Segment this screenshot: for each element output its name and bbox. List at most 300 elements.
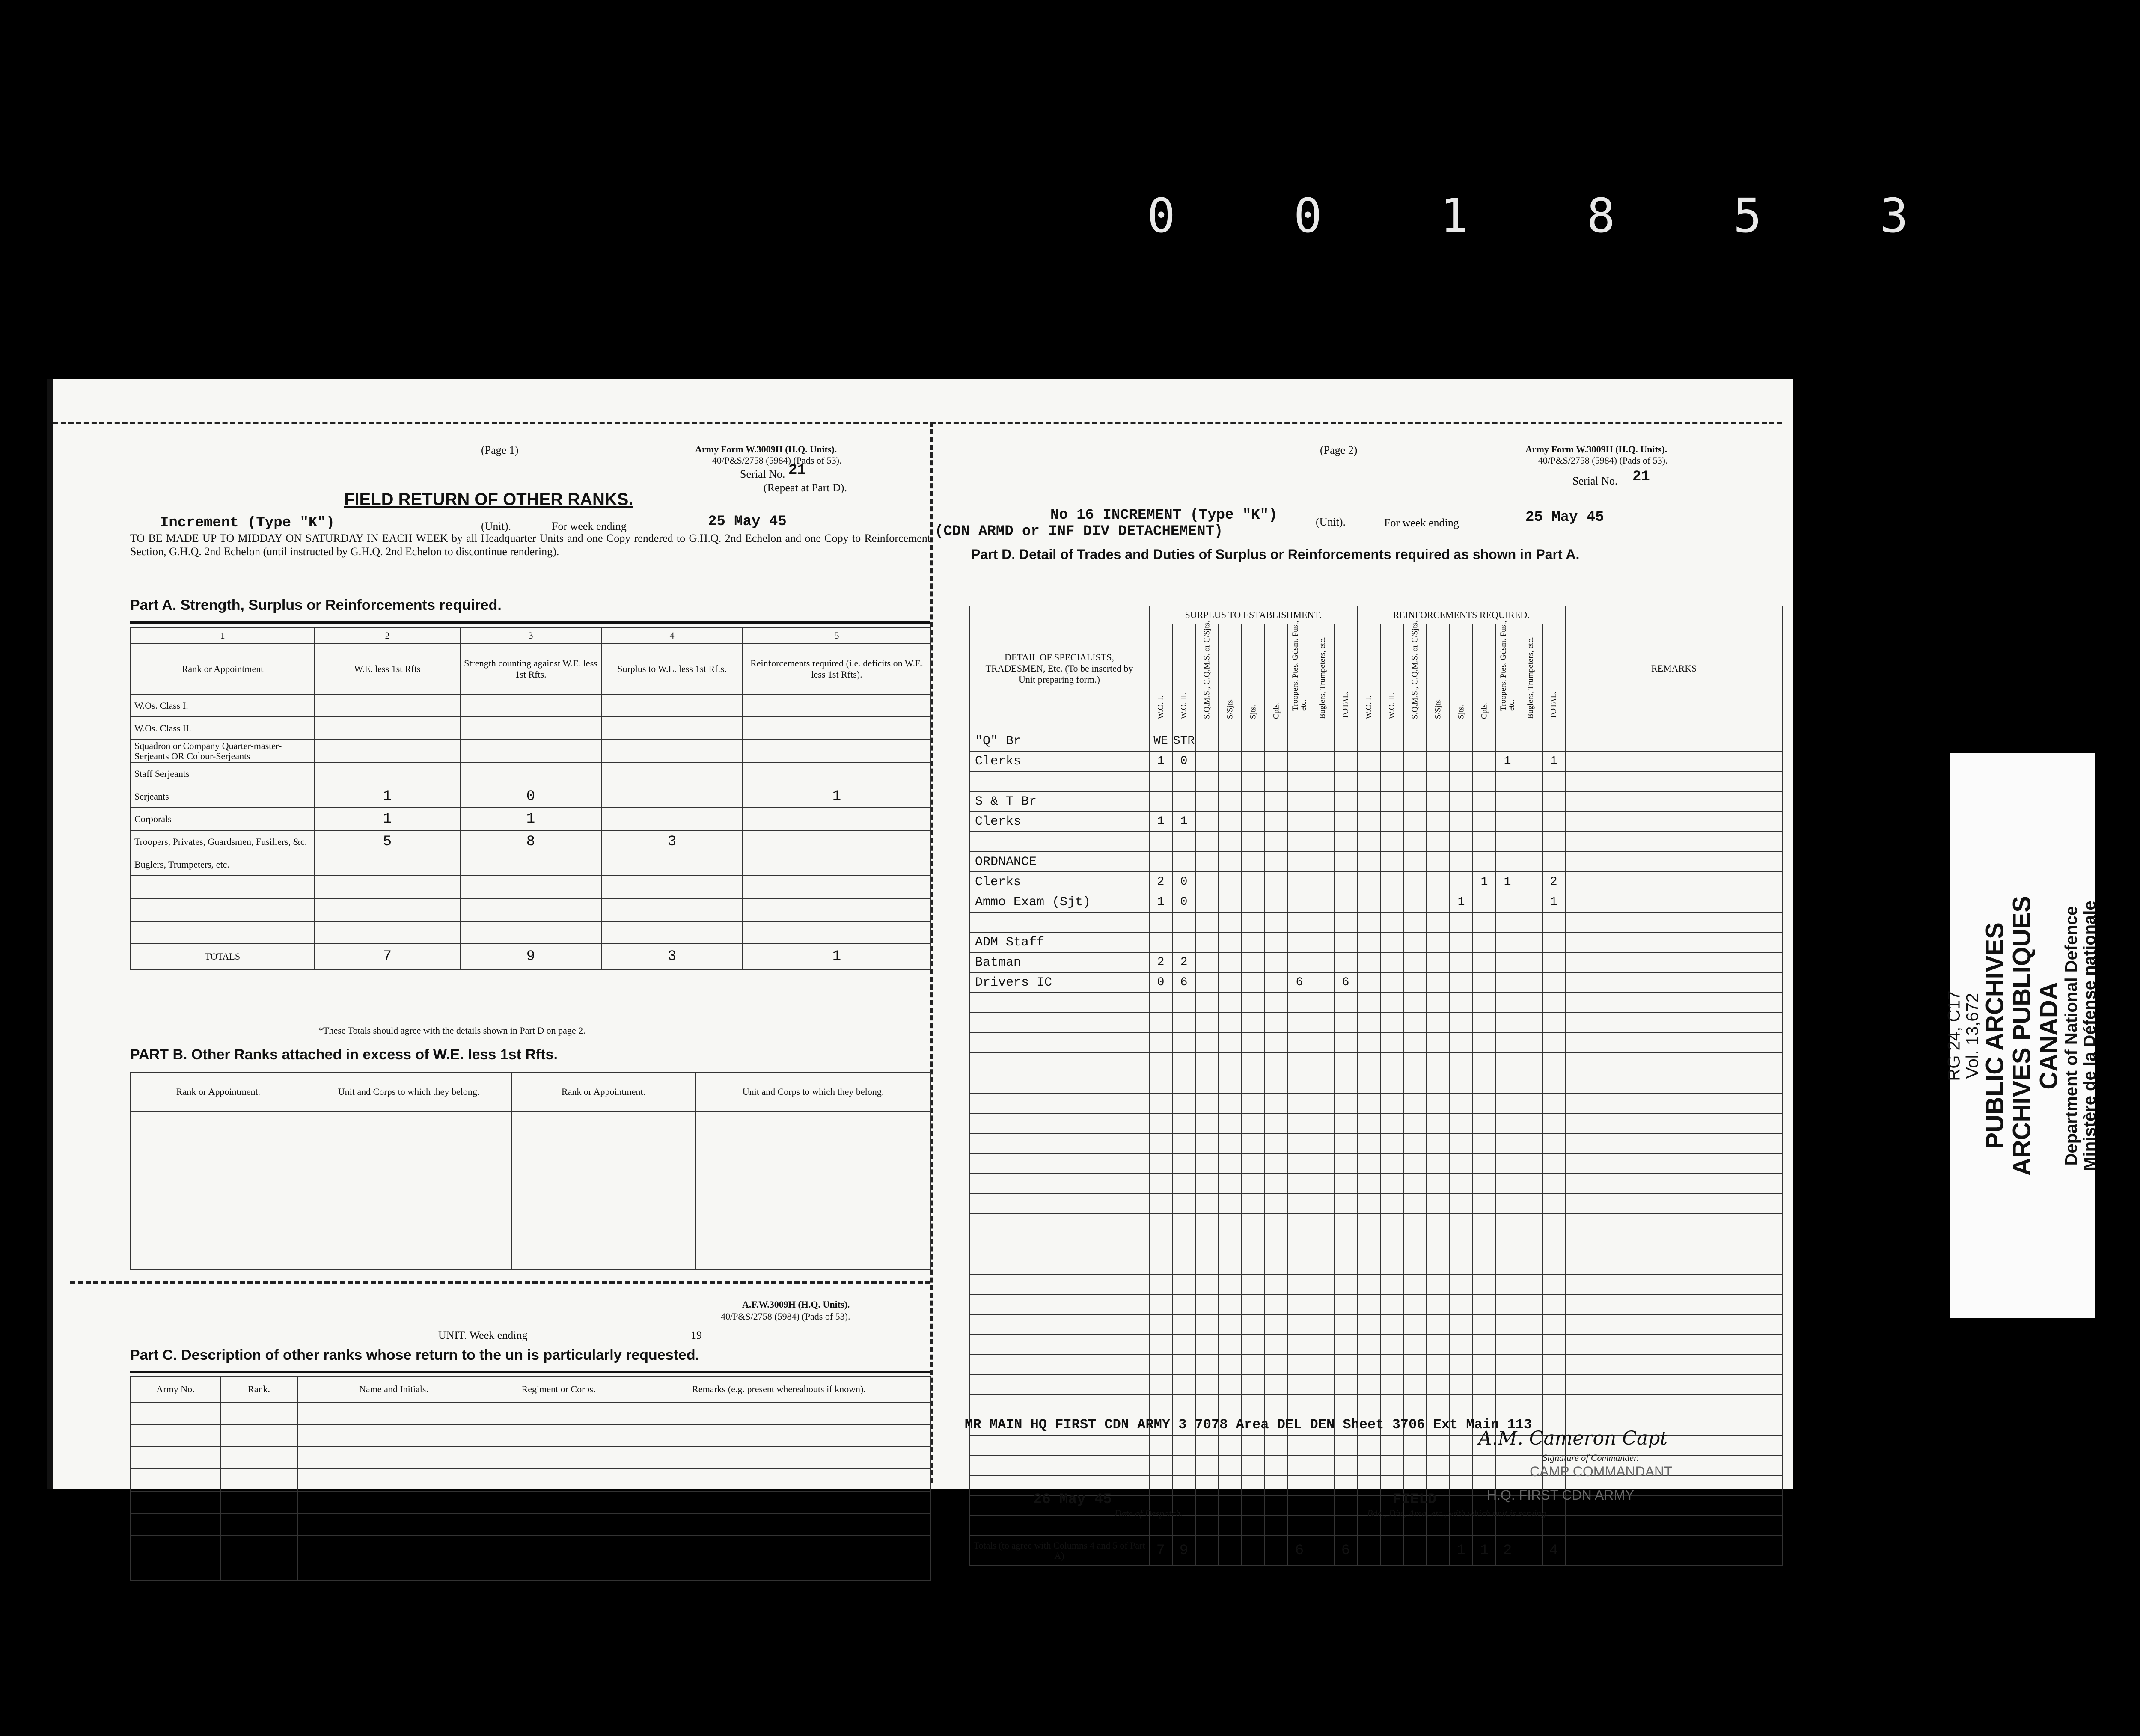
part-d-value-cell	[1357, 1153, 1380, 1174]
part-d-rank-label: Sjts.	[1456, 705, 1466, 719]
part-d-row	[969, 1033, 1783, 1053]
part-d-value-cell	[1450, 731, 1473, 751]
part-d-value-cell	[1380, 1073, 1403, 1093]
part-d-value-cell	[1149, 1254, 1172, 1274]
part-d-value-cell	[1219, 1335, 1242, 1355]
part-d-value-cell	[1288, 892, 1311, 912]
part-d-value-cell	[1219, 952, 1242, 972]
part-c-table	[130, 1376, 931, 1581]
part-d-remarks-cell	[1565, 1113, 1783, 1133]
part-d-value-cell	[1311, 1274, 1334, 1294]
part-d-value-cell	[1334, 932, 1357, 952]
part-d-value-cell	[1380, 1033, 1403, 1053]
archive-label-text	[1945, 758, 2100, 1314]
part-d-row	[969, 1274, 1783, 1294]
part-a-value-cell	[601, 762, 743, 785]
part-d-value-cell	[1519, 791, 1542, 812]
part-d-remarks-cell	[1565, 993, 1783, 1013]
part-d-remarks-cell	[1565, 731, 1783, 751]
part-d-detail-cell	[969, 1113, 1149, 1133]
part-a-value-cell	[743, 830, 931, 853]
part-d-value-cell	[1195, 1355, 1219, 1375]
part-d-value-cell: 1	[1149, 812, 1172, 832]
part-d-value-cell	[1265, 731, 1288, 751]
part-a-value-cell	[315, 740, 460, 762]
part-d-value-cell	[1380, 972, 1403, 993]
part-d-value-cell	[1149, 1375, 1172, 1395]
part-c-header: Remarks (e.g. present whereabouts if known).	[627, 1376, 931, 1402]
part-d-value-cell	[1311, 1194, 1334, 1214]
part-d-row	[969, 1153, 1783, 1174]
part-d-value-cell: 0	[1172, 751, 1195, 771]
part-d-value-cell	[1334, 872, 1357, 892]
part-d-row	[969, 771, 1783, 791]
part-d-rank-header	[1450, 624, 1473, 731]
part-d-value-cell: 2	[1542, 872, 1565, 892]
part-d-value-cell	[1195, 1073, 1219, 1093]
part-d-value-cell	[1288, 1435, 1311, 1455]
part-d-total-value: 1	[1473, 1536, 1496, 1566]
part-d-value-cell	[1450, 1395, 1473, 1415]
part-a-row	[131, 808, 931, 830]
part-d-value-cell	[1195, 1194, 1219, 1214]
part-d-remarks-cell	[1565, 932, 1783, 952]
part-d-value-cell	[1380, 952, 1403, 972]
part-a-value-cell	[743, 694, 931, 717]
part-d-value-cell	[1496, 1455, 1519, 1475]
part-a-value-cell: 1	[743, 785, 931, 808]
part-d-value-cell	[1311, 993, 1334, 1013]
part-d-value-cell	[1519, 812, 1542, 832]
part-d-value-cell	[1334, 1375, 1357, 1395]
part-a-row	[131, 717, 931, 740]
part-c-cell	[627, 1513, 931, 1536]
part-d-value-cell	[1219, 731, 1242, 751]
part-d-value-cell	[1195, 952, 1219, 972]
part-c-header: Name and Initials.	[297, 1376, 490, 1402]
part-b-cell	[131, 1111, 306, 1269]
part-d-value-cell	[1473, 731, 1496, 751]
page2-form-id: Army Form W.3009H (H.Q. Units).	[1525, 444, 1667, 455]
part-d-value-cell	[1149, 1314, 1172, 1335]
part-d-value-cell	[1334, 1274, 1357, 1294]
part-d-value-cell	[1496, 1294, 1519, 1314]
part-d-value-cell	[1311, 1093, 1334, 1113]
part-d-detail-header: DETAIL OF SPECIALISTS, TRADESMEN, Etc. (To be inserted by Unit preparing form.)	[969, 606, 1149, 731]
part-d-value-cell	[1219, 1375, 1242, 1395]
part-d-value-cell	[1219, 771, 1242, 791]
part-d-value-cell	[1427, 952, 1450, 972]
part-a-rank-cell: Squadron or Company Quarter-master-Serjeants OR Colour-Serjeants	[131, 740, 315, 762]
part-d-value-cell: 0	[1149, 972, 1172, 993]
part-d-value-cell: 1	[1496, 751, 1519, 771]
part-d-value-cell	[1496, 852, 1519, 872]
part-d-value-cell	[1450, 1294, 1473, 1314]
part-d-rank-header	[1519, 624, 1542, 731]
part-d-value-cell	[1265, 1013, 1288, 1033]
part-a-value-cell	[460, 921, 601, 944]
part-d-value-cell	[1219, 1435, 1242, 1455]
part-d-rank-label: Buglers, Trumpeters, etc.	[1526, 637, 1535, 719]
part-d-value-cell	[1542, 1375, 1565, 1395]
part-d-value-cell	[1265, 1093, 1288, 1113]
part-d-rank-label: S.Q.M.S., C.Q.M.S. or C/Sjts.	[1202, 621, 1212, 719]
part-d-value-cell	[1172, 1254, 1195, 1274]
part-d-value-cell	[1219, 1174, 1242, 1194]
part-d-value-cell	[1473, 1254, 1496, 1274]
part-d-value-cell	[1380, 1435, 1403, 1455]
part-d-value-cell	[1542, 1254, 1565, 1274]
part-d-detail-cell	[969, 1093, 1149, 1113]
part-d-remarks-cell	[1565, 1254, 1783, 1274]
part-d-detail-cell	[969, 1013, 1149, 1033]
part-a-value-cell	[315, 876, 460, 898]
part-d-value-cell	[1242, 1355, 1265, 1375]
part-d-value-cell	[1242, 1435, 1265, 1455]
part-d-remarks-cell	[1565, 1194, 1783, 1214]
part-d-value-cell	[1149, 1234, 1172, 1254]
part-d-value-cell	[1357, 1475, 1380, 1495]
part-d-value-cell	[1288, 1013, 1311, 1033]
part-d-value-cell	[1473, 1073, 1496, 1093]
part-d-value-cell	[1357, 1314, 1380, 1335]
part-d-value-cell	[1380, 1274, 1403, 1294]
part-d-value-cell	[1519, 1174, 1542, 1194]
part-d-value-cell	[1427, 832, 1450, 852]
part-d-rank-label: W.O. II.	[1387, 693, 1397, 719]
part-d-value-cell	[1334, 731, 1357, 751]
part-d-value-cell	[1473, 1294, 1496, 1314]
part-d-value-cell	[1519, 1234, 1542, 1254]
part-a-top-rule	[130, 621, 930, 624]
part-d-value-cell	[1265, 791, 1288, 812]
part-d-detail-cell: Ammo Exam (Sjt)	[969, 892, 1149, 912]
part-d-value-cell	[1357, 1274, 1380, 1294]
part-d-value-cell	[1219, 1455, 1242, 1475]
part-a-rank-cell: W.Os. Class I.	[131, 694, 315, 717]
part-d-rank-label: TOTAL.	[1549, 691, 1558, 719]
part-d-value-cell	[1473, 852, 1496, 872]
part-d-remarks-cell	[1565, 952, 1783, 972]
part-d-value-cell: 1	[1542, 751, 1565, 771]
archive-reference-label	[1944, 753, 2100, 1318]
part-d-value-cell	[1242, 1214, 1265, 1234]
part-d-value-cell	[1219, 993, 1242, 1013]
part-d-detail-cell	[969, 1395, 1149, 1415]
part-d-value-cell	[1334, 812, 1357, 832]
part-d-value-cell	[1473, 791, 1496, 812]
part-d-value-cell	[1172, 1033, 1195, 1053]
part-d-total-value: 7	[1149, 1536, 1172, 1566]
part-d-total-value	[1427, 1536, 1450, 1566]
part-d-value-cell	[1242, 791, 1265, 812]
part-d-value-cell	[1288, 912, 1311, 932]
part-d-value-cell	[1380, 1335, 1403, 1355]
part-d-value-cell	[1265, 1375, 1288, 1395]
part-c-form-sub: 40/P&S/2758 (5984) (Pads of 53).	[721, 1311, 850, 1322]
part-c-cell	[627, 1491, 931, 1513]
part-d-value-cell	[1357, 1355, 1380, 1375]
part-d-value-cell	[1242, 1314, 1265, 1335]
part-d-value-cell	[1219, 1053, 1242, 1073]
part-d-value-cell	[1172, 1435, 1195, 1455]
part-d-value-cell	[1519, 1375, 1542, 1395]
part-d-value-cell	[1242, 1335, 1265, 1355]
page2-form-sub: 40/P&S/2758 (5984) (Pads of 53).	[1538, 455, 1668, 466]
archive-dept-en: Department of National Defence	[2062, 906, 2081, 1166]
part-d-value-cell	[1403, 972, 1427, 993]
part-a-rank-cell	[131, 876, 315, 898]
part-d-value-cell	[1242, 852, 1265, 872]
part-d-value-cell	[1149, 1174, 1172, 1194]
part-d-value-cell	[1496, 932, 1519, 952]
page1-repeat-note: (Repeat at Part D).	[764, 482, 847, 494]
part-a-value-cell	[601, 717, 743, 740]
part-d-value-cell	[1380, 1254, 1403, 1274]
part-a-value-cell	[743, 740, 931, 762]
part-d-value-cell	[1288, 1093, 1311, 1113]
part-b-header: Rank or Appointment.	[511, 1073, 696, 1111]
part-c-cell	[490, 1402, 627, 1424]
part-a-rank-cell	[131, 898, 315, 921]
part-d-value-cell	[1195, 1133, 1219, 1153]
part-d-value-cell	[1242, 1113, 1265, 1133]
part-d-value-cell	[1172, 791, 1195, 812]
part-d-value-cell	[1265, 1073, 1288, 1093]
part-d-value-cell	[1219, 1194, 1242, 1214]
part-d-value-cell	[1519, 1113, 1542, 1133]
part-d-detail-cell	[969, 1194, 1149, 1214]
part-d-value-cell	[1288, 771, 1311, 791]
part-d-remarks-cell	[1565, 1274, 1783, 1294]
part-d-value-cell	[1380, 852, 1403, 872]
part-c-row	[131, 1558, 931, 1580]
part-d-value-cell	[1473, 832, 1496, 852]
part-d-value-cell	[1265, 932, 1288, 952]
part-d-rank-label: Troopers, Ptes. Gdsm. Fus., etc.	[1291, 621, 1308, 711]
part-d-value-cell	[1265, 1113, 1288, 1133]
part-d-row	[969, 1294, 1783, 1314]
part-d-value-cell	[1542, 1093, 1565, 1113]
part-d-value-cell	[1219, 812, 1242, 832]
part-d-value-cell	[1357, 1375, 1380, 1395]
part-d-value-cell	[1265, 1516, 1288, 1536]
part-d-value-cell	[1403, 771, 1427, 791]
part-d-value-cell	[1357, 1133, 1380, 1153]
part-d-value-cell	[1242, 1174, 1265, 1194]
part-d-value-cell	[1288, 1153, 1311, 1174]
part-d-value-cell	[1357, 791, 1380, 812]
part-d-value-cell	[1242, 1254, 1265, 1274]
part-d-value-cell	[1403, 1153, 1427, 1174]
page1-form-id: Army Form W.3009H (H.Q. Units).	[695, 444, 837, 455]
part-d-value-cell	[1450, 791, 1473, 812]
part-d-value-cell	[1403, 1214, 1427, 1234]
part-d-detail-cell	[969, 1294, 1149, 1314]
part-d-value-cell	[1496, 1174, 1519, 1194]
part-a-value-cell: 0	[460, 785, 601, 808]
part-d-value-cell	[1357, 1455, 1380, 1475]
part-d-value-cell	[1450, 1073, 1473, 1093]
part-d-value-cell	[1219, 892, 1242, 912]
part-d-detail-cell: "Q" Br	[969, 731, 1149, 751]
part-a-value-cell	[315, 921, 460, 944]
part-d-value-cell	[1311, 1355, 1334, 1375]
part-d-value-cell	[1334, 852, 1357, 872]
part-d-value-cell	[1519, 1274, 1542, 1294]
part-d-value-cell	[1242, 993, 1265, 1013]
part-d-value-cell	[1450, 1475, 1473, 1495]
part-d-value-cell	[1542, 912, 1565, 932]
part-d-value-cell	[1473, 1113, 1496, 1133]
frame-number: 0 0 1 8 5 3	[1147, 188, 1953, 243]
part-d-value-cell	[1149, 1133, 1172, 1153]
field-return-form	[47, 379, 1793, 1561]
part-c-cell	[297, 1536, 490, 1558]
part-b-table	[130, 1072, 931, 1270]
part-d-value-cell	[1357, 1194, 1380, 1214]
part-d-value-cell	[1542, 852, 1565, 872]
part-d-value-cell	[1334, 1033, 1357, 1053]
part-d-value-cell	[1473, 1174, 1496, 1194]
part-d-value-cell	[1219, 872, 1242, 892]
part-d-value-cell	[1311, 812, 1334, 832]
part-d-value-cell	[1311, 892, 1334, 912]
part-d-value-cell	[1542, 1335, 1565, 1355]
part-d-value-cell	[1450, 751, 1473, 771]
part-d-rank-header	[1496, 621, 1519, 731]
part-d-value-cell	[1195, 832, 1219, 852]
part-d-value-cell	[1357, 1234, 1380, 1254]
part-d-value-cell	[1195, 1033, 1219, 1053]
part-d-value-cell	[1288, 751, 1311, 771]
part-d-value-cell	[1496, 1314, 1519, 1335]
part-c-cell	[131, 1402, 220, 1424]
part-d-rank-label: W.O. I.	[1156, 695, 1165, 719]
part-d-value-cell	[1357, 832, 1380, 852]
dispatch-date: 26 May 45	[1033, 1492, 1112, 1508]
part-d-value-cell	[1334, 1153, 1357, 1174]
part-a-row	[131, 876, 931, 898]
field-caption: Bde., Div., Area, etc., with which unit is serving.	[1367, 1508, 1549, 1519]
part-d-value-cell: 2	[1149, 952, 1172, 972]
part-d-value-cell	[1357, 952, 1380, 972]
part-d-value-cell	[1496, 1133, 1519, 1153]
part-d-value-cell	[1427, 993, 1450, 1013]
part-d-value-cell	[1473, 952, 1496, 972]
part-d-value-cell	[1219, 1214, 1242, 1234]
part-d-value-cell	[1496, 1033, 1519, 1053]
part-a-value-cell: 5	[315, 830, 460, 853]
part-d-value-cell	[1403, 1113, 1427, 1133]
part-d-value-cell	[1427, 972, 1450, 993]
part-d-value-cell	[1357, 1214, 1380, 1234]
page1-instructions: TO BE MADE UP TO MIDDAY ON SATURDAY IN EACH WEEK by all Headquarter Units and one Copy rendered to G.H.Q. 2nd Echelon and one Copy to Reinforcement Section, G.H.Q. 2nd Echelon (until instructed by G.H.Q. 2nd Echelon to discontinue rendering).	[130, 532, 930, 558]
part-d-value-cell: 2	[1149, 872, 1172, 892]
part-d-value-cell	[1519, 1335, 1542, 1355]
part-d-value-cell	[1542, 1395, 1565, 1415]
part-d-remarks-cell	[1565, 1214, 1783, 1234]
part-d-value-cell	[1473, 1274, 1496, 1294]
part-c-header: Rank.	[220, 1376, 297, 1402]
part-d-value-cell	[1288, 1234, 1311, 1254]
part-d-value-cell	[1219, 932, 1242, 952]
part-d-value-cell	[1265, 1194, 1288, 1214]
part-d-row	[969, 1093, 1783, 1113]
part-a-rank-cell: W.Os. Class II.	[131, 717, 315, 740]
part-c-cell	[490, 1491, 627, 1513]
part-d-value-cell	[1288, 1294, 1311, 1314]
part-d-rank-header	[1242, 624, 1265, 731]
part-d-value-cell	[1288, 1133, 1311, 1153]
part-d-rank-label: S/Sjts.	[1433, 698, 1443, 719]
part-d-value-cell	[1519, 1254, 1542, 1274]
part-d-value-cell	[1311, 1495, 1334, 1516]
part-d-value-cell	[1473, 1395, 1496, 1415]
part-d-value-cell	[1288, 832, 1311, 852]
part-a-header-surplus: Surplus to W.E. less 1st Rfts.	[601, 644, 743, 694]
part-d-value-cell	[1427, 1073, 1450, 1093]
part-c-form-id: A.F.W.3009H (H.Q. Units).	[742, 1299, 850, 1310]
part-d-value-cell	[1542, 1314, 1565, 1335]
part-d-value-cell	[1172, 1355, 1195, 1375]
part-d-value-cell	[1380, 1174, 1403, 1194]
part-d-value-cell	[1288, 1053, 1311, 1073]
part-d-row	[969, 751, 1783, 771]
part-d-detail-cell: Clerks	[969, 872, 1149, 892]
part-d-value-cell	[1380, 1194, 1403, 1214]
part-d-value-cell	[1195, 1274, 1219, 1294]
part-d-value-cell	[1473, 1194, 1496, 1214]
part-a-value-cell	[315, 853, 460, 876]
part-d-value-cell	[1427, 1274, 1450, 1294]
part-d-value-cell	[1403, 1073, 1427, 1093]
part-d-rank-label: TOTAL.	[1341, 691, 1350, 719]
part-c-cell	[220, 1447, 297, 1469]
part-d-value-cell	[1334, 1455, 1357, 1475]
part-c-cell	[220, 1491, 297, 1513]
part-d-value-cell	[1519, 1294, 1542, 1314]
part-d-value-cell: 1	[1149, 751, 1172, 771]
part-d-value-cell	[1357, 892, 1380, 912]
part-d-value-cell	[1195, 993, 1219, 1013]
part-d-value-cell	[1311, 1314, 1334, 1335]
part-d-row	[969, 972, 1783, 993]
part-d-total-value	[1242, 1536, 1265, 1566]
part-d-remarks-cell	[1565, 892, 1783, 912]
part-d-value-cell	[1473, 1335, 1496, 1355]
part-d-value-cell	[1288, 1355, 1311, 1375]
part-d-value-cell	[1172, 771, 1195, 791]
part-c-cell	[490, 1447, 627, 1469]
part-d-value-cell	[1195, 1294, 1219, 1314]
part-d-row	[969, 932, 1783, 952]
part-d-value-cell	[1496, 1013, 1519, 1033]
part-d-value-cell	[1265, 771, 1288, 791]
part-d-value-cell	[1149, 852, 1172, 872]
part-d-value-cell	[1311, 1455, 1334, 1475]
part-d-detail-cell: Clerks	[969, 751, 1149, 771]
part-a-row	[131, 694, 931, 717]
part-a-header-rank: Rank or Appointment	[131, 644, 315, 694]
part-d-value-cell	[1311, 771, 1334, 791]
part-d-value-cell	[1496, 1234, 1519, 1254]
part-d-value-cell	[1265, 1455, 1288, 1475]
part-d-value-cell	[1496, 993, 1519, 1013]
part-d-rank-label: Cpls.	[1272, 702, 1281, 719]
part-d-value-cell	[1172, 1274, 1195, 1294]
part-d-value-cell	[1427, 1335, 1450, 1355]
